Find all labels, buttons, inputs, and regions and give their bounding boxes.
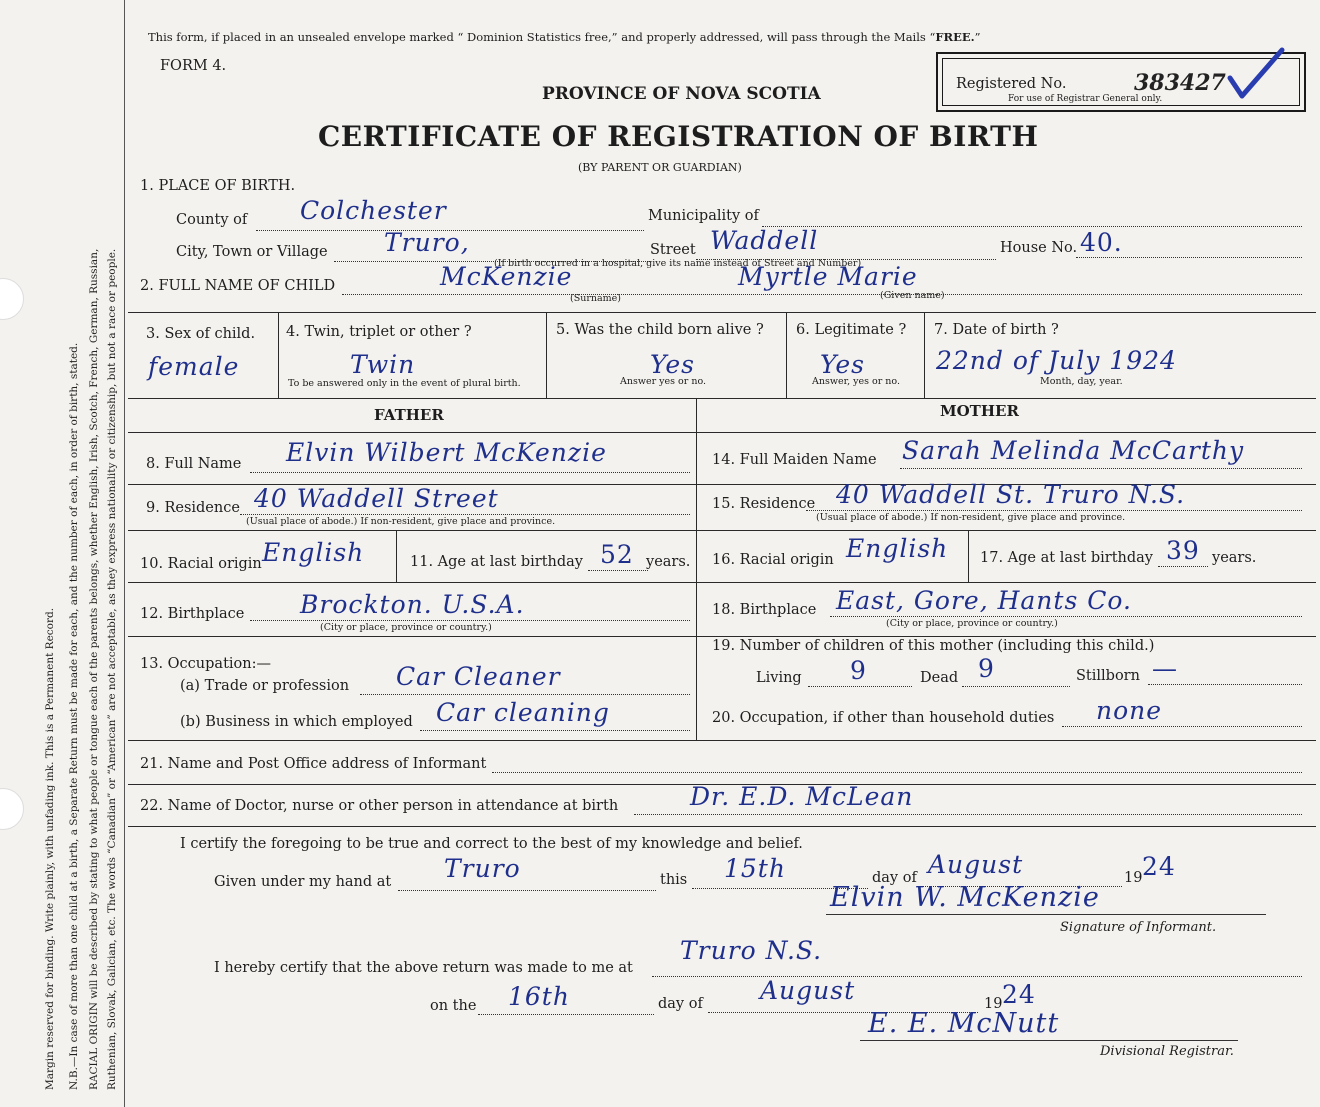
father-age: 52 xyxy=(600,540,634,569)
registered-label: Registered No. xyxy=(956,76,1067,92)
alive-note: Answer yes or no. xyxy=(620,376,707,387)
living-label: Living xyxy=(756,670,802,686)
registrar-caption: Divisional Registrar. xyxy=(1100,1044,1234,1059)
doctor-label: 22. Name of Doctor, nurse or other person in attendance at birth xyxy=(140,798,619,814)
mother-birthplace-note: (City or place, province or country.) xyxy=(886,618,1058,629)
margin-note: Ruthenian, Slovak, Galician, etc. The words “Canadian” or “American” are not acceptable, as they express nationality or citizenship, but not a race or people. xyxy=(106,248,118,1090)
mother-residence-label: 15. Residence xyxy=(712,496,816,512)
given-caption: (Given name) xyxy=(880,290,945,301)
mother-race-label: 16. Racial origin xyxy=(712,552,834,568)
place-of-birth-label: 1. PLACE OF BIRTH. xyxy=(140,178,296,194)
margin-rule xyxy=(124,0,125,1107)
registered-sub: For use of Registrar General only. xyxy=(1008,94,1163,104)
house-value: 40. xyxy=(1080,228,1123,257)
mother-residence-note: (Usual place of abode.) If non-resident, give place and province. xyxy=(816,512,1126,523)
sex-value: female xyxy=(148,352,240,381)
mother-name-label: 14. Full Maiden Name xyxy=(712,452,877,468)
mother-occupation: none xyxy=(1096,696,1163,725)
child-surname: McKenzie xyxy=(440,262,573,291)
county-value: Colchester xyxy=(300,196,447,225)
child-given-name: Myrtle Marie xyxy=(738,262,918,291)
mother-race: English xyxy=(846,534,949,563)
alive-label: 5. Was the child born alive ? xyxy=(556,322,764,338)
children-label: 19. Number of children of this mother (including this child.) xyxy=(712,638,1155,654)
dead-label: Dead xyxy=(920,670,959,686)
business-label: (b) Business in which employed xyxy=(180,714,413,730)
mother-age-label: 17. Age at last birthday xyxy=(980,550,1153,566)
street-value: Waddell xyxy=(710,226,819,255)
trade-value: Car Cleaner xyxy=(396,662,561,691)
binding-hole xyxy=(0,278,24,320)
trade-label: (a) Trade or profession xyxy=(180,678,350,694)
mother-age: 39 xyxy=(1166,536,1200,565)
informant-signature-caption: Signature of Informant. xyxy=(1060,920,1217,935)
father-birthplace: Brockton. U.S.A. xyxy=(300,590,525,619)
legitimate-note: Answer, yes or no. xyxy=(812,376,901,387)
living-value: 9 xyxy=(850,656,867,685)
mother-occupation-label: 20. Occupation, if other than household duties xyxy=(712,710,1055,726)
stillborn-value: — xyxy=(1152,654,1178,683)
mother-residence: 40 Waddell St. Truro N.S. xyxy=(836,480,1186,509)
legitimate-label: 6. Legitimate ? xyxy=(796,322,907,338)
mother-name: Sarah Melinda McCarthy xyxy=(902,436,1245,465)
registered-number: 383427 xyxy=(1134,70,1226,96)
street-note: (If birth occurred in a hospital, give its name instead of Street and Number) xyxy=(494,258,862,269)
page-subtitle: (BY PARENT OR GUARDIAN) xyxy=(578,161,742,174)
margin-note: Margin reserved for binding. Write plainly, with unfading ink. This is a Permanent Record. xyxy=(44,607,56,1090)
registration-year: 24 xyxy=(1002,980,1036,1009)
dead-value: 9 xyxy=(978,654,995,683)
this-label: this xyxy=(660,872,688,888)
father-residence-note: (Usual place of abode.) If non-resident, give place and province. xyxy=(246,516,556,527)
father-age-label: 11. Age at last birthday xyxy=(410,554,583,570)
registration-month: August xyxy=(760,976,856,1005)
municipality-label: Municipality of xyxy=(648,208,759,224)
dob-label: 7. Date of birth ? xyxy=(934,322,1059,338)
father-name: Elvin Wilbert McKenzie xyxy=(286,438,607,467)
hereby-statement: I hereby certify that the above return was made to me at xyxy=(214,960,633,976)
city-value: Truro, xyxy=(384,228,470,257)
dob-note: Month, day, year. xyxy=(1040,376,1123,387)
given-label: Given under my hand at xyxy=(214,874,392,890)
checkmark-icon xyxy=(1226,44,1286,100)
certify-statement: I certify the foregoing to be true and correct to the best of my knowledge and belief. xyxy=(180,836,803,852)
mail-notice: This form, if placed in an unsealed envelope marked “ Dominion Statistics free,” and properly addressed, will pass through the Mails “FREE.” xyxy=(148,30,981,44)
house-label: House No. xyxy=(1000,240,1078,256)
father-birthplace-label: 12. Birthplace xyxy=(140,606,245,622)
twin-note: To be answered only in the event of plural birth. xyxy=(288,378,521,389)
twin-value: Twin xyxy=(350,350,416,379)
registration-day: 16th xyxy=(508,982,570,1011)
city-label: City, Town or Village xyxy=(176,244,328,260)
given-day-of: day of xyxy=(872,870,917,886)
registrar-signature: E. E. McNutt xyxy=(868,1008,1060,1039)
father-name-label: 8. Full Name xyxy=(146,456,242,472)
alive-value: Yes xyxy=(650,350,695,379)
page-title: CERTIFICATE OF REGISTRATION OF BIRTH xyxy=(318,120,1039,153)
given-year-prefix: 19 xyxy=(1124,870,1143,886)
doctor-value: Dr. E.D. McLean xyxy=(690,782,914,811)
on-the-label: on the xyxy=(430,998,477,1014)
dob-value: 22nd of July 1924 xyxy=(936,346,1177,375)
surname-caption: (Surname) xyxy=(570,293,621,304)
registration-day-of: day of xyxy=(658,996,703,1012)
sex-label: 3. Sex of child. xyxy=(146,326,256,342)
father-race-label: 10. Racial origin xyxy=(140,556,262,572)
margin-note: RACIAL ORIGIN will be described by stating to what people or tongue each of the parents belongs, whether English, Irish, Scotch, French, German, Russian, xyxy=(88,248,100,1090)
mother-birthplace: East, Gore, Hants Co. xyxy=(836,586,1132,615)
margin-note: N.B.—In case of more than one child at a birth, a Separate Return must be made for each, and the number of each, in order of birth, stated. xyxy=(68,342,80,1090)
business-value: Car cleaning xyxy=(436,698,610,727)
registration-year-prefix: 19 xyxy=(984,996,1003,1012)
informant-label: 21. Name and Post Office address of Informant xyxy=(140,756,487,772)
given-year: 24 xyxy=(1142,852,1176,881)
father-heading: FATHER xyxy=(374,406,444,424)
province-heading: PROVINCE OF NOVA SCOTIA xyxy=(542,84,821,104)
child-name-label: 2. FULL NAME OF CHILD xyxy=(140,278,336,294)
legitimate-value: Yes xyxy=(820,350,865,379)
mother-years: years. xyxy=(1212,550,1257,566)
mother-heading: MOTHER xyxy=(940,402,1019,420)
father-years: years. xyxy=(646,554,691,570)
father-birthplace-note: (City or place, province or country.) xyxy=(320,622,492,633)
given-day: 15th xyxy=(724,854,786,883)
county-label: County of xyxy=(176,212,248,228)
street-label: Street xyxy=(650,242,696,258)
binding-hole xyxy=(0,788,24,830)
given-month: August xyxy=(928,850,1024,879)
stillborn-label: Stillborn xyxy=(1076,668,1140,684)
twin-label: 4. Twin, triplet or other ? xyxy=(286,324,472,340)
mother-birthplace-label: 18. Birthplace xyxy=(712,602,817,618)
father-residence-label: 9. Residence xyxy=(146,500,240,516)
father-race: English xyxy=(262,538,365,567)
given-place: Truro xyxy=(444,854,521,883)
registration-place: Truro N.S. xyxy=(680,936,823,965)
form-number: FORM 4. xyxy=(160,58,227,74)
occupation-label: 13. Occupation:— xyxy=(140,656,271,672)
informant-signature: Elvin W. McKenzie xyxy=(830,882,1100,913)
father-residence: 40 Waddell Street xyxy=(254,484,499,513)
